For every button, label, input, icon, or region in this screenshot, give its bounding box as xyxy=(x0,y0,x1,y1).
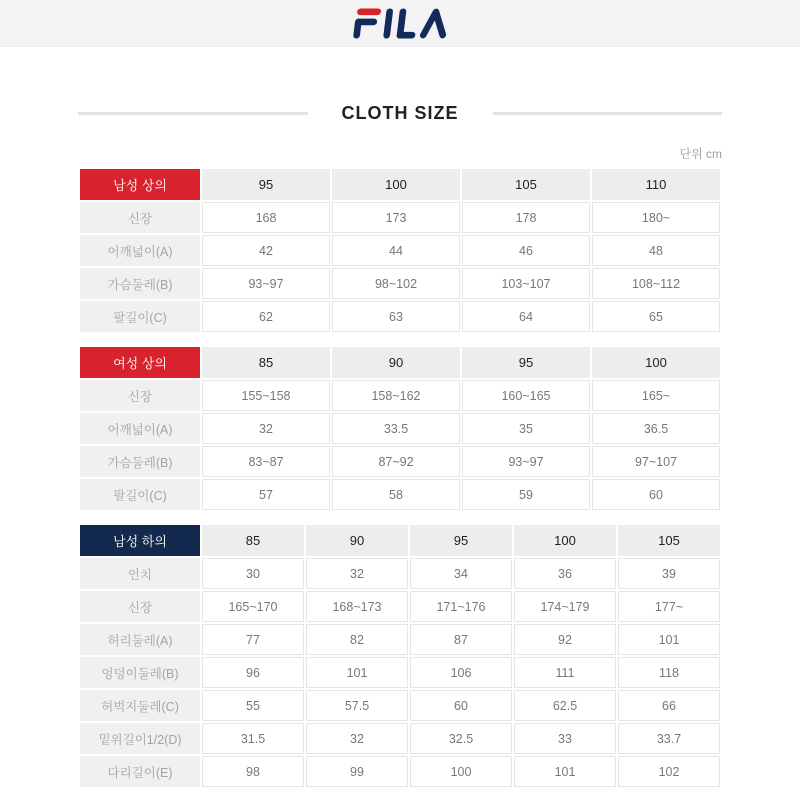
table-row xyxy=(80,690,720,721)
size-table-2 xyxy=(78,523,722,789)
measurement-value: 99 xyxy=(306,756,408,787)
category-header: 남성 하의 xyxy=(80,525,200,556)
measurement-value: 98~102 xyxy=(332,268,460,299)
page-title: CLOTH SIZE xyxy=(341,103,459,123)
size-header: 100 xyxy=(592,347,720,378)
measurement-value: 60 xyxy=(410,690,512,721)
measurement-label: 신장 xyxy=(80,202,200,233)
measurement-value: 177~ xyxy=(618,591,720,622)
measurement-value: 42 xyxy=(202,235,330,266)
measurement-value: 102 xyxy=(618,756,720,787)
measurement-value: 48 xyxy=(592,235,720,266)
category-header: 여성 상의 xyxy=(80,347,200,378)
size-header: 95 xyxy=(462,347,590,378)
measurement-value: 111 xyxy=(514,657,616,688)
measurement-label: 신장 xyxy=(80,591,200,622)
measurement-value: 173 xyxy=(332,202,460,233)
measurement-value: 97~107 xyxy=(592,446,720,477)
measurement-value: 82 xyxy=(306,624,408,655)
measurement-value: 87 xyxy=(410,624,512,655)
content-area xyxy=(78,47,722,789)
table-row xyxy=(80,301,720,332)
size-header: 100 xyxy=(332,169,460,200)
title-divider-left xyxy=(78,112,308,115)
measurement-value: 46 xyxy=(462,235,590,266)
measurement-label: 허리둘레(A) xyxy=(80,624,200,655)
measurement-label: 팔길이(C) xyxy=(80,301,200,332)
size-header: 105 xyxy=(618,525,720,556)
measurement-value: 62.5 xyxy=(514,690,616,721)
measurement-value: 106 xyxy=(410,657,512,688)
measurement-label: 허벅지둘레(C) xyxy=(80,690,200,721)
table-header-row xyxy=(80,347,720,378)
measurement-value: 59 xyxy=(462,479,590,510)
title-row xyxy=(78,47,722,124)
measurement-label: 밑위길이1/2(D) xyxy=(80,723,200,754)
measurement-value: 60 xyxy=(592,479,720,510)
table-row xyxy=(80,380,720,411)
size-header: 90 xyxy=(306,525,408,556)
measurement-value: 93~97 xyxy=(202,268,330,299)
measurement-value: 64 xyxy=(462,301,590,332)
table-row xyxy=(80,446,720,477)
table-row xyxy=(80,479,720,510)
measurement-label: 인치 xyxy=(80,558,200,589)
size-header: 95 xyxy=(410,525,512,556)
size-header: 100 xyxy=(514,525,616,556)
table-row xyxy=(80,235,720,266)
measurement-label: 신장 xyxy=(80,380,200,411)
measurement-value: 155~158 xyxy=(202,380,330,411)
measurement-value: 174~179 xyxy=(514,591,616,622)
unit-note: 단위 cm xyxy=(679,147,722,161)
table-row xyxy=(80,624,720,655)
measurement-label: 엉덩이둘레(B) xyxy=(80,657,200,688)
table-header-row xyxy=(80,525,720,556)
measurement-value: 31.5 xyxy=(202,723,304,754)
size-tables-container xyxy=(78,167,722,789)
measurement-value: 77 xyxy=(202,624,304,655)
measurement-value: 57 xyxy=(202,479,330,510)
measurement-value: 36.5 xyxy=(592,413,720,444)
measurement-value: 108~112 xyxy=(592,268,720,299)
size-header: 110 xyxy=(592,169,720,200)
size-header: 90 xyxy=(332,347,460,378)
measurement-value: 55 xyxy=(202,690,304,721)
measurement-label: 어깨넓이(A) xyxy=(80,413,200,444)
measurement-value: 96 xyxy=(202,657,304,688)
size-header: 85 xyxy=(202,347,330,378)
measurement-label: 가슴둘레(B) xyxy=(80,268,200,299)
measurement-value: 30 xyxy=(202,558,304,589)
size-table-1 xyxy=(78,345,722,512)
measurement-value: 93~97 xyxy=(462,446,590,477)
measurement-value: 168~173 xyxy=(306,591,408,622)
size-header: 85 xyxy=(202,525,304,556)
table-row xyxy=(80,558,720,589)
measurement-value: 83~87 xyxy=(202,446,330,477)
measurement-value: 103~107 xyxy=(462,268,590,299)
measurement-value: 101 xyxy=(306,657,408,688)
table-header-row xyxy=(80,169,720,200)
measurement-value: 44 xyxy=(332,235,460,266)
measurement-label: 어깨넓이(A) xyxy=(80,235,200,266)
measurement-label: 다리길이(E) xyxy=(80,756,200,787)
table-row xyxy=(80,413,720,444)
measurement-value: 33 xyxy=(514,723,616,754)
category-header: 남성 상의 xyxy=(80,169,200,200)
measurement-value: 58 xyxy=(332,479,460,510)
measurement-label: 팔길이(C) xyxy=(80,479,200,510)
table-row xyxy=(80,723,720,754)
measurement-value: 63 xyxy=(332,301,460,332)
measurement-value: 158~162 xyxy=(332,380,460,411)
measurement-value: 178 xyxy=(462,202,590,233)
measurement-value: 66 xyxy=(618,690,720,721)
measurement-value: 34 xyxy=(410,558,512,589)
measurement-value: 165~170 xyxy=(202,591,304,622)
measurement-value: 98 xyxy=(202,756,304,787)
measurement-value: 168 xyxy=(202,202,330,233)
top-brand-band xyxy=(0,0,800,47)
measurement-value: 101 xyxy=(514,756,616,787)
size-table-0 xyxy=(78,167,722,334)
measurement-value: 92 xyxy=(514,624,616,655)
title-divider-right xyxy=(493,112,723,115)
table-row xyxy=(80,756,720,787)
table-row xyxy=(80,657,720,688)
measurement-value: 118 xyxy=(618,657,720,688)
measurement-value: 165~ xyxy=(592,380,720,411)
measurement-value: 32 xyxy=(202,413,330,444)
measurement-value: 33.7 xyxy=(618,723,720,754)
measurement-value: 180~ xyxy=(592,202,720,233)
measurement-value: 65 xyxy=(592,301,720,332)
measurement-value: 36 xyxy=(514,558,616,589)
measurement-value: 57.5 xyxy=(306,690,408,721)
measurement-value: 171~176 xyxy=(410,591,512,622)
table-row xyxy=(80,202,720,233)
measurement-value: 32 xyxy=(306,558,408,589)
size-header: 105 xyxy=(462,169,590,200)
measurement-value: 101 xyxy=(618,624,720,655)
measurement-value: 62 xyxy=(202,301,330,332)
table-row xyxy=(80,268,720,299)
size-header: 95 xyxy=(202,169,330,200)
measurement-value: 35 xyxy=(462,413,590,444)
measurement-label: 가슴둘레(B) xyxy=(80,446,200,477)
measurement-value: 32 xyxy=(306,723,408,754)
measurement-value: 39 xyxy=(618,558,720,589)
measurement-value: 33.5 xyxy=(332,413,460,444)
measurement-value: 32.5 xyxy=(410,723,512,754)
measurement-value: 87~92 xyxy=(332,446,460,477)
fila-logo-icon xyxy=(346,8,454,39)
table-row xyxy=(80,591,720,622)
measurement-value: 160~165 xyxy=(462,380,590,411)
measurement-value: 100 xyxy=(410,756,512,787)
